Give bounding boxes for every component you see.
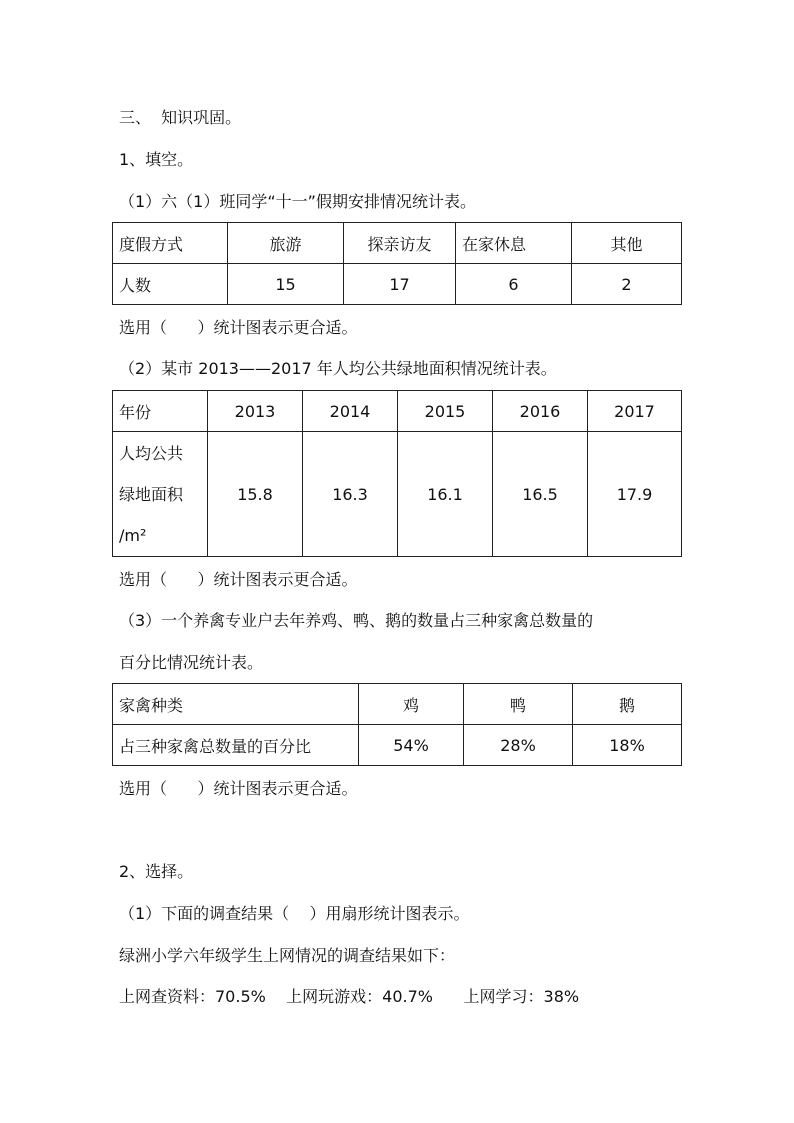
table-cell: 17.9 — [588, 432, 682, 557]
table-row — [113, 391, 682, 432]
table-cell: 15.8 — [208, 432, 303, 557]
table-cell: 旅游 — [228, 223, 344, 264]
part2-q1: （1）下面的调查结果（ ）用扇形统计图表示。 — [119, 904, 470, 923]
part2-heading: 2、选择。 — [119, 862, 194, 881]
section-title: 三、 知识巩固。 — [119, 108, 242, 127]
table-cell: 鹅 — [573, 684, 682, 725]
table-cell: 在家休息 — [456, 223, 572, 264]
table-cell: 2016 — [493, 391, 588, 432]
row-label-line: 绿地面积 — [119, 484, 184, 504]
vacation-table — [112, 222, 682, 305]
table-cell: 28% — [464, 725, 573, 766]
q3-caption-line2: 百分比情况统计表。 — [119, 653, 264, 672]
table-cell: 17 — [344, 264, 456, 305]
q3-answer-line: 选用（ ）统计图表示更合适。 — [119, 779, 358, 798]
table-cell: 鸡 — [359, 684, 464, 725]
table-row — [113, 223, 682, 264]
q2-caption: （2）某市 2013——2017 年人均公共绿地面积情况统计表。 — [119, 359, 557, 378]
table-cell: 鸭 — [464, 684, 573, 725]
table-cell: 2015 — [398, 391, 493, 432]
q1-caption: （1）六（1）班同学“十一”假期安排情况统计表。 — [119, 192, 476, 211]
table-cell: 占三种家禽总数量的百分比 — [113, 725, 359, 766]
table-cell: 18% — [573, 725, 682, 766]
table-cell: 2014 — [303, 391, 398, 432]
survey-results: 上网查资料：70.5% 上网玩游戏：40.7% 上网学习：38% — [119, 987, 580, 1006]
survey-intro: 绿洲小学六年级学生上网情况的调查结果如下： — [119, 946, 456, 965]
table-cell: 人数 — [113, 264, 228, 305]
q3-caption-line1: （3）一个养禽专业户去年养鸡、鸭、鹅的数量占三种家禽总数量的 — [119, 611, 594, 630]
table-cell: 16.1 — [398, 432, 493, 557]
table-cell: 16.5 — [493, 432, 588, 557]
part1-heading: 1、填空。 — [119, 150, 194, 169]
table-cell: 探亲访友 — [344, 223, 456, 264]
table-cell: 15 — [228, 264, 344, 305]
table-cell: 54% — [359, 725, 464, 766]
table-cell: 2013 — [208, 391, 303, 432]
table-cell — [113, 432, 208, 557]
table-cell: 家禽种类 — [113, 684, 359, 725]
q1-answer-line: 选用（ ）统计图表示更合适。 — [119, 318, 358, 337]
table-row — [113, 684, 682, 725]
table-cell: 2 — [572, 264, 682, 305]
poultry-table — [112, 683, 682, 766]
table-row — [113, 432, 682, 557]
table-cell: 6 — [456, 264, 572, 305]
q2-answer-line: 选用（ ）统计图表示更合适。 — [119, 570, 358, 589]
row-label-line: 人均公共 — [119, 443, 184, 463]
table-row — [113, 725, 682, 766]
table-cell: 2017 — [588, 391, 682, 432]
table-cell: 年份 — [113, 391, 208, 432]
row-label-line: /m² — [119, 525, 147, 545]
table-cell: 其他 — [572, 223, 682, 264]
green-area-table — [112, 390, 682, 557]
table-row — [113, 264, 682, 305]
table-cell: 度假方式 — [113, 223, 228, 264]
table-cell: 16.3 — [303, 432, 398, 557]
